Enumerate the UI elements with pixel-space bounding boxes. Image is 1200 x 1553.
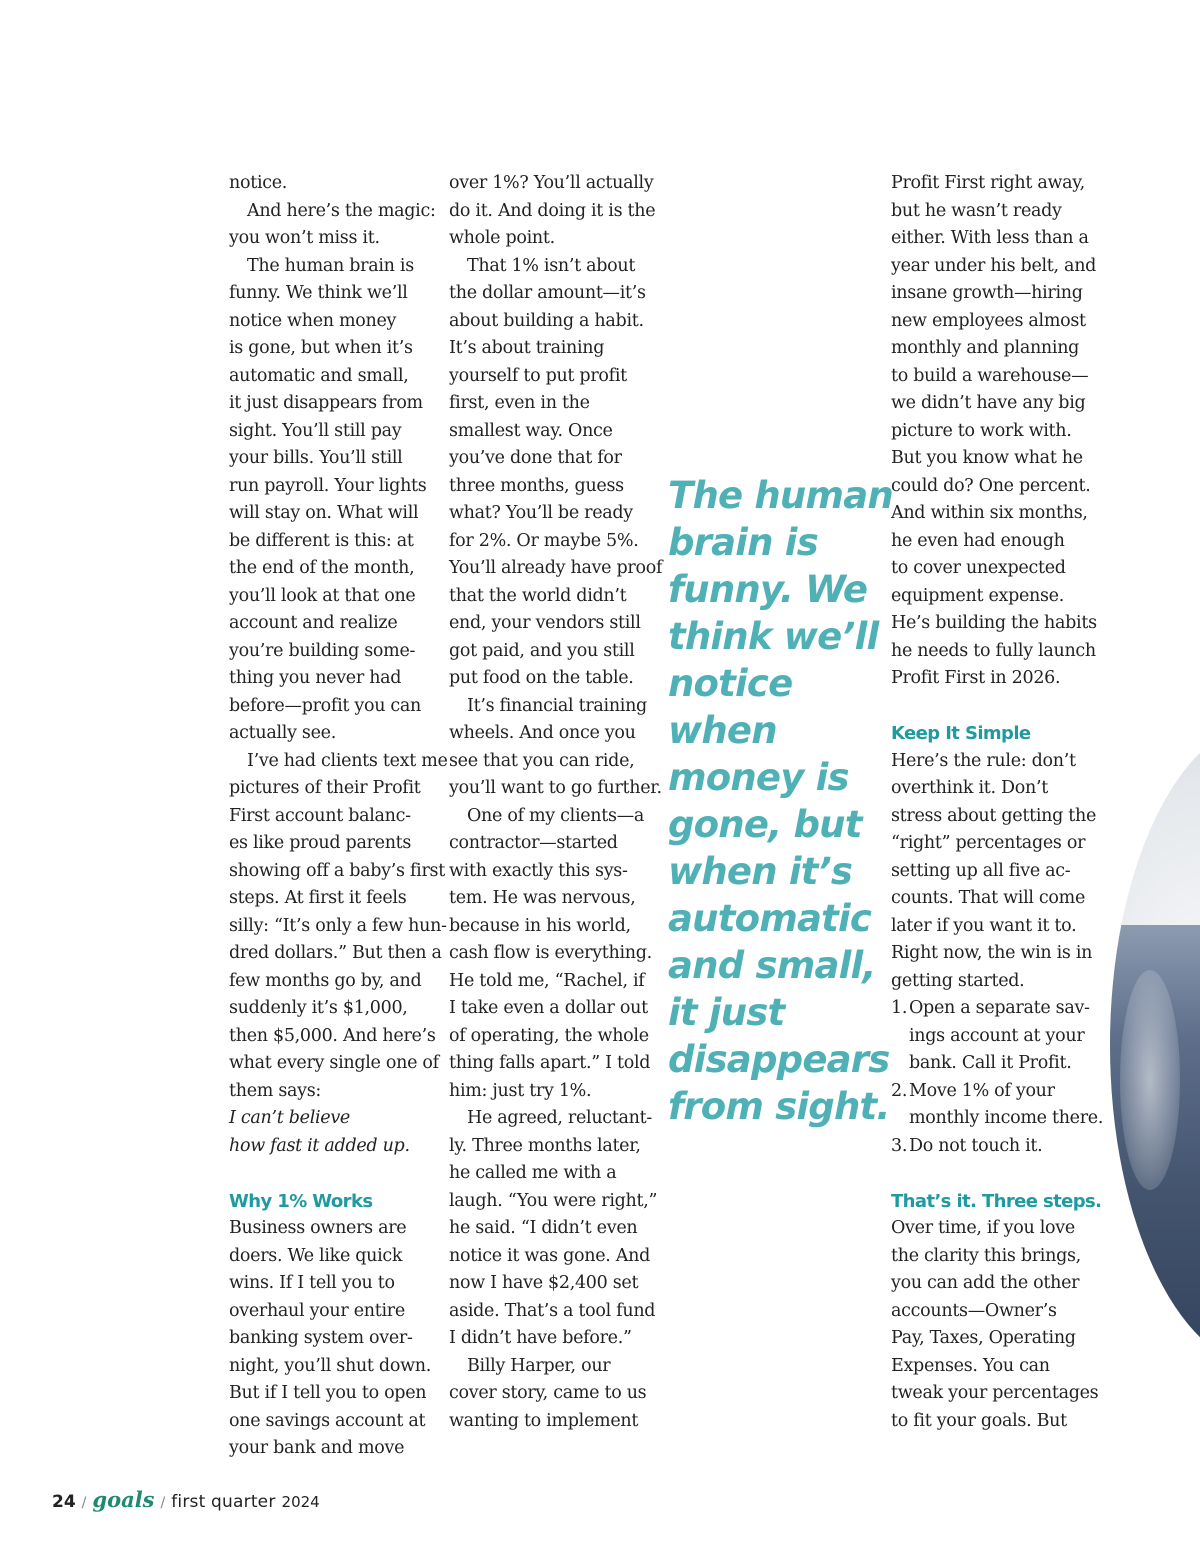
text-line: wanting to implement	[449, 1410, 639, 1431]
steps-list	[891, 995, 1104, 1160]
step-item	[891, 1133, 1097, 1161]
text-line: It’s about training	[449, 338, 605, 358]
text-line: could do? One percent.	[891, 475, 1091, 496]
text-line: notice when money	[229, 310, 397, 331]
text-line: new employees almost	[891, 310, 1086, 331]
text-line: setting up all five ac-	[891, 860, 1071, 881]
text-line: I’ve had clients text me	[247, 750, 448, 771]
text-line: the clarity this brings,	[891, 1245, 1081, 1266]
text-line: you’ve done that for	[449, 448, 622, 468]
text-line: Billy Harper, our	[467, 1355, 611, 1376]
section-heading-keep-it-simple: Keep It Simple	[891, 723, 1031, 744]
text-line: for 2%. Or maybe 5%.	[449, 530, 639, 551]
text-line: be different is this: at	[229, 530, 414, 551]
glass-jar-image	[1110, 720, 1200, 1370]
text-line: the dollar amount—it’s	[449, 283, 646, 303]
column-1-italic-quote	[229, 1105, 435, 1160]
text-line: showing off a baby’s first	[229, 860, 445, 881]
column-2-body	[449, 170, 663, 1435]
article-column-1	[229, 170, 448, 1463]
text-line: your bank and move	[229, 1438, 405, 1458]
text-line: you’ll look at that one	[229, 585, 416, 606]
text-line: thing falls apart.” I told	[449, 1053, 651, 1073]
step-text-line: Open a separate sav-	[909, 998, 1090, 1018]
text-line: before—profit you can	[229, 695, 422, 716]
italic-text-line: how fast it added up.	[229, 1135, 410, 1156]
text-line: He’s building the habits	[891, 613, 1097, 633]
text-line: aside. That’s a tool fund	[449, 1300, 656, 1321]
text-line: accounts—Owner’s	[891, 1300, 1057, 1321]
article-column-2	[449, 170, 663, 1435]
text-line: will stay on. What will	[229, 503, 419, 523]
text-line: dred dollars.” But then a	[229, 943, 442, 963]
page-number: 24	[52, 1492, 76, 1512]
step-number: 2.	[891, 1080, 908, 1101]
text-line: he needs to fully launch	[891, 640, 1096, 661]
step-item	[891, 1078, 1104, 1133]
section-heading-three-steps: That’s it. Three steps.	[891, 1190, 1102, 1212]
step-number: 1.	[891, 998, 908, 1018]
text-line: picture to work with.	[891, 420, 1072, 441]
text-line: and small,	[668, 944, 876, 987]
spacer	[229, 1160, 435, 1188]
text-line: You’ll already have proof	[449, 558, 663, 578]
text-line: with exactly this sys-	[449, 860, 628, 881]
text-line: he said. “I didn’t even	[449, 1218, 638, 1238]
text-line: Profit First in 2026.	[891, 668, 1061, 688]
text-line: funny. We think we’ll	[229, 283, 408, 303]
text-line: But you know what he	[891, 448, 1083, 468]
text-line: account and realize	[229, 613, 398, 633]
text-line: He told me, “Rachel, if	[449, 970, 645, 991]
text-line: disappears	[668, 1038, 890, 1081]
text-line: three months, guess	[449, 475, 624, 496]
text-line: The human	[668, 474, 893, 517]
step-text-line: Do not touch it.	[909, 1135, 1043, 1156]
text-line: think we’ll	[668, 615, 879, 658]
text-line: put food on the table.	[449, 668, 634, 688]
text-line: notice it was gone. And	[449, 1245, 651, 1266]
text-line: Pay, Taxes, Operating	[891, 1328, 1076, 1348]
text-line: pictures of their Profit	[229, 778, 421, 798]
magazine-logo: goals	[92, 1487, 155, 1512]
text-line: And here’s the magic:	[247, 200, 436, 221]
text-line: we didn’t have any big	[891, 393, 1086, 413]
text-line: to fit your goals. But	[891, 1410, 1067, 1431]
text-line: tweak your percentages	[891, 1383, 1099, 1403]
text-line: first, even in the	[449, 393, 590, 413]
text-line: brain is	[668, 521, 818, 564]
text-line: you can add the other	[891, 1273, 1080, 1293]
column-1-body	[229, 170, 448, 1105]
text-line: you’re building some-	[229, 640, 416, 661]
text-line: what? You’ll be ready	[449, 503, 633, 523]
column-4-closing-body	[891, 1215, 1097, 1435]
text-line: banking system over-	[229, 1328, 413, 1348]
text-line: laugh. “You were right,”	[449, 1190, 658, 1211]
text-line: Over time, if you love	[891, 1218, 1075, 1238]
column-4-body	[891, 170, 1097, 693]
text-line: monthly and planning	[891, 338, 1080, 358]
text-line: him: just try 1%.	[449, 1080, 592, 1101]
step-text-line: bank. Call it Profit.	[909, 1053, 1072, 1073]
text-line: funny. We	[668, 568, 868, 611]
text-line: the end of the month,	[229, 558, 415, 578]
text-line: money is	[668, 756, 849, 799]
text-line: when it’s	[668, 850, 853, 893]
text-line: it just disappears from	[229, 393, 423, 413]
step-number: 3.	[891, 1135, 908, 1156]
text-line: he called me with a	[449, 1163, 617, 1183]
text-line: but he wasn’t ready	[891, 200, 1062, 221]
text-line: cover story, came to us	[449, 1383, 647, 1403]
text-line: he even had enough	[891, 530, 1065, 551]
text-line: doers. We like quick	[229, 1245, 403, 1266]
text-line: then $5,000. And here’s	[229, 1025, 436, 1046]
text-line: do it. And doing it is the	[449, 200, 656, 221]
text-line: one savings account at	[229, 1410, 426, 1431]
text-line: wheels. And once you	[449, 723, 636, 743]
step-text-line: monthly income there.	[909, 1108, 1104, 1128]
text-line: It’s financial training	[467, 695, 647, 716]
text-line: Profit First right away,	[891, 173, 1085, 193]
text-line: run payroll. Your lights	[229, 475, 427, 496]
step-text-line: Move 1% of your	[909, 1080, 1055, 1101]
text-line: getting started.	[891, 970, 1025, 991]
article-column-4	[891, 170, 1104, 1435]
text-line: But if I tell you to open	[229, 1383, 427, 1403]
footer-separator: /	[81, 1495, 87, 1511]
italic-text-line: I can’t believe	[229, 1108, 350, 1128]
text-line: gone, but	[668, 803, 862, 846]
text-line: notice	[668, 662, 793, 705]
text-line: Right now, the win is in	[891, 943, 1093, 963]
text-line: suddenly it’s $1,000,	[229, 998, 408, 1018]
text-line: is gone, but when it’s	[229, 338, 413, 358]
text-line: notice.	[229, 173, 288, 193]
text-line: Expenses. You can	[891, 1355, 1050, 1376]
text-line: silly: “It’s only a few hun-	[229, 915, 447, 936]
text-line: now I have $2,400 set	[449, 1273, 639, 1293]
page-footer	[52, 1487, 320, 1517]
text-line: what every single one of	[229, 1053, 439, 1073]
text-line: actually see.	[229, 723, 336, 743]
text-line: He agreed, reluctant-	[467, 1108, 652, 1128]
text-line: year under his belt, and	[891, 255, 1097, 276]
issue-year: 2024	[281, 1493, 320, 1511]
text-line: thing you never had	[229, 668, 402, 688]
column-4-section-body	[891, 748, 1097, 996]
spacer	[891, 1160, 1097, 1188]
text-line: ly. Three months later,	[449, 1135, 641, 1156]
pull-quote	[668, 472, 893, 1130]
text-line: smallest way. Once	[449, 420, 613, 441]
text-line: later if you want it to.	[891, 915, 1077, 936]
text-line: when	[668, 709, 777, 752]
text-line: automatic	[668, 897, 872, 940]
text-line: stress about getting the	[891, 805, 1097, 826]
text-line: overhaul your entire	[229, 1300, 405, 1321]
text-line: over 1%? You’ll actually	[449, 173, 654, 193]
text-line: That 1% isn’t about	[467, 255, 636, 276]
text-line: you’ll want to go further.	[449, 778, 662, 798]
text-line: contractor—started	[449, 833, 618, 853]
text-line: to cover unexpected	[891, 558, 1066, 578]
text-line: counts. That will come	[891, 888, 1086, 908]
text-line: insane growth—hiring	[891, 283, 1083, 303]
text-line: whole point.	[449, 228, 555, 248]
text-line: see that you can ride,	[449, 750, 635, 771]
text-line: to build a warehouse—	[891, 365, 1089, 386]
text-line: I take even a dollar out	[449, 998, 648, 1018]
jar-highlight-shape	[1120, 970, 1180, 1190]
section-heading-why-1-percent: Why 1% Works	[229, 1190, 373, 1212]
text-line: your bills. You’ll still	[229, 448, 403, 468]
text-line: sight. You’ll still pay	[229, 420, 402, 441]
text-line: overthink it. Don’t	[891, 778, 1048, 798]
text-line: of operating, the whole	[449, 1025, 649, 1046]
column-1-section-body	[229, 1215, 435, 1463]
step-item	[891, 995, 1097, 1078]
text-line: because in his world,	[449, 915, 631, 936]
text-line: cash flow is everything.	[449, 943, 652, 963]
text-line: “right” percentages or	[891, 833, 1086, 853]
text-line: And within six months,	[891, 503, 1088, 523]
footer-separator: /	[160, 1495, 166, 1511]
text-line: One of my clients—a	[467, 805, 645, 826]
spacer	[891, 693, 1097, 721]
text-line: First account balanc-	[229, 805, 411, 826]
text-line: that the world didn’t	[449, 585, 627, 606]
text-line: end, your vendors still	[449, 613, 641, 633]
text-line: from sight.	[668, 1085, 890, 1128]
text-line: equipment expense.	[891, 585, 1065, 606]
issue-label: first quarter	[171, 1492, 276, 1512]
text-line: night, you’ll shut down.	[229, 1355, 431, 1376]
text-line: it just	[668, 991, 785, 1034]
text-line: tem. He was nervous,	[449, 888, 636, 908]
text-line: yourself to put profit	[449, 365, 627, 386]
text-line: about building a habit.	[449, 310, 644, 331]
text-line: automatic and small,	[229, 365, 409, 386]
text-line: es like proud parents	[229, 833, 412, 853]
text-line: few months go by, and	[229, 970, 422, 991]
text-line: you won’t miss it.	[229, 228, 380, 248]
text-line: wins. If I tell you to	[229, 1273, 395, 1293]
text-line: The human brain is	[247, 255, 414, 276]
text-line: Business owners are	[229, 1218, 407, 1238]
text-line: got paid, and you still	[449, 640, 635, 661]
text-line: steps. At first it feels	[229, 888, 407, 908]
text-line: them says:	[229, 1080, 321, 1101]
text-line: I didn’t have before.”	[449, 1328, 632, 1348]
text-line: either. With less than a	[891, 228, 1089, 248]
text-line: Here’s the rule: don’t	[891, 750, 1076, 771]
step-text-line: ings account at your	[909, 1025, 1085, 1046]
